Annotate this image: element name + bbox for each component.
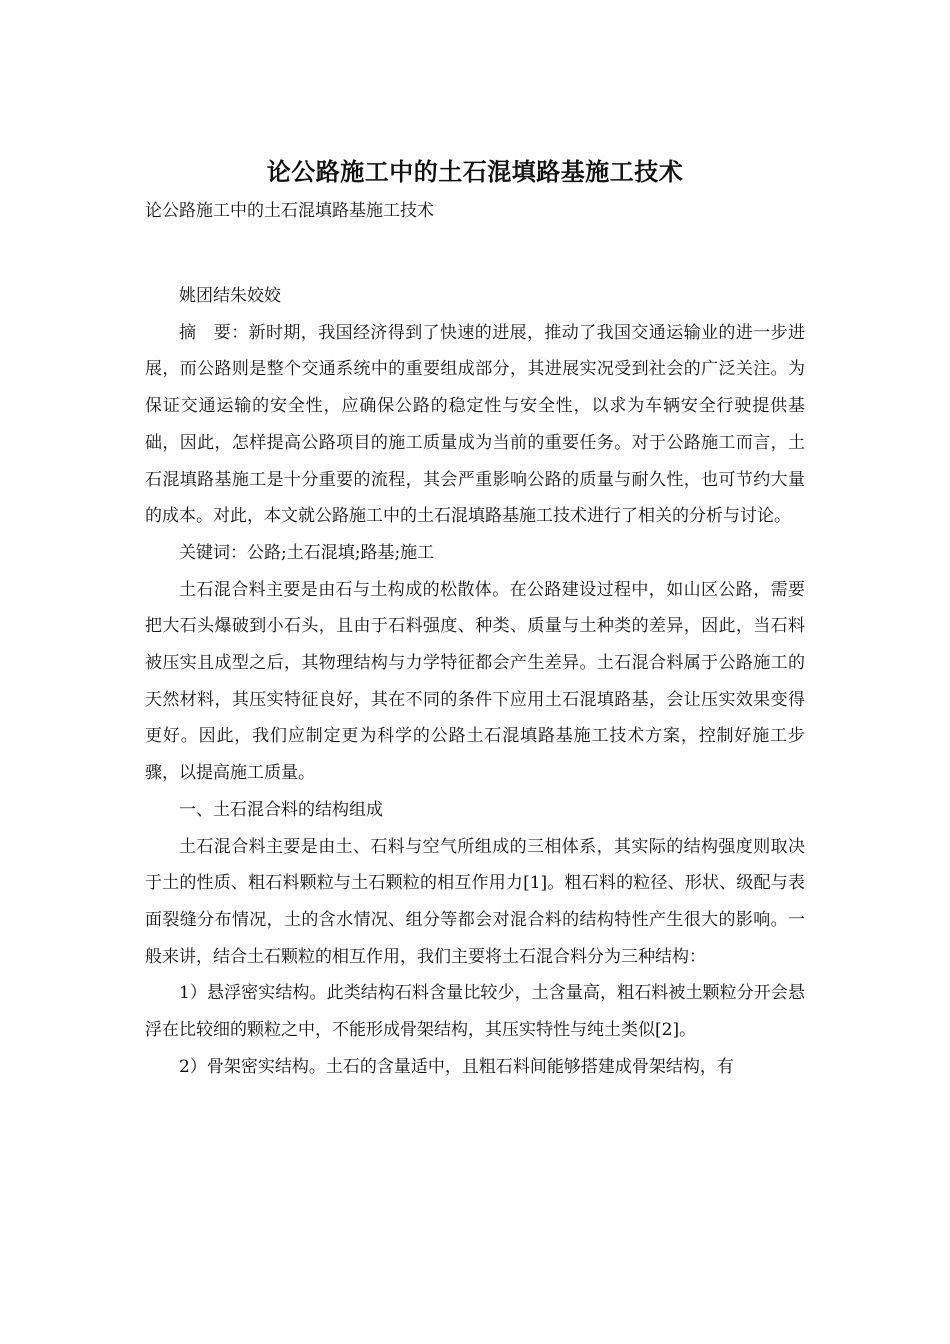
section-heading-structure: 一、土石混合料的结构组成: [179, 799, 383, 820]
document-title: 论公路施工中的土石混填路基施工技术: [266, 157, 684, 186]
list-item-suspended-dense: 1）悬浮密实结构。此类结构石料含量比较少，土含量高，粗石料被土颗粒分开会悬浮在比较细的颗粒之中，不能形成骨架结构，其压实特性与纯土类似[2]。: [145, 983, 805, 1041]
list-item-skeleton-dense: 2）骨架密实结构。土石的含量适中，且粗石料间能够搭建成骨架结构，有: [179, 1056, 734, 1077]
keywords-line: 关键词：公路;土石混填;路基;施工: [179, 542, 435, 563]
document-subtitle: 论公路施工中的土石混填路基施工技术: [145, 201, 434, 221]
authors-line: 姚团结朱姣姣: [179, 286, 281, 306]
body-paragraph-structure: 土石混合料主要是由土、石料与空气所组成的三相体系，其实际的结构强度则取决于土的性质、粗石料颗粒与土石颗粒的相互作用力[1]。粗石料的粒径、形状、级配与表面裂缝分布情况，土的含水情况、组分等都会对混合料的结构特性产生很大的影响。一般来讲，结合土石颗粒的相互作用，我们主要将土石混合料分为三种结构：: [145, 836, 805, 967]
blank-spacer: [145, 228, 805, 278]
abstract-paragraph: 摘 要：新时期，我国经济得到了快速的进展，推动了我国交通运输业的进一步进展，而公路则是整个交通系统中的重要组成部分，其进展实况受到社会的广泛关注。为保证交通运输的安全性，应确保公路的稳定性与安全性，以求为车辆安全行驶提供基础，因此，怎样提高公路项目的施工质量成为当前的重要任务。对于公路施工而言，土石混填路基施工是十分重要的流程，其会严重影响公路的质量与耐久性，也可节约大量的成本。对此，本文就公路施工中的土石混填路基施工技术进行了相关的分析与讨论。: [145, 322, 805, 527]
body-paragraph-intro: 土石混合料主要是由石与土构成的松散体。在公路建设过程中，如山区公路，需要把大石头爆破到小石头，且由于石料强度、种类、质量与土种类的差异，因此，当石料被压实且成型之后，其物理结构与力学特征都会产生差异。土石混合料属于公路施工的天然材料，其压实特征良好，其在不同的条件下应用土石混填路基，会让压实效果变得更好。因此，我们应制定更为科学的公路土石混填路基施工技术方案，控制好施工步骤，以提高施工质量。: [145, 579, 805, 784]
document-page: [145, 150, 805, 1085]
